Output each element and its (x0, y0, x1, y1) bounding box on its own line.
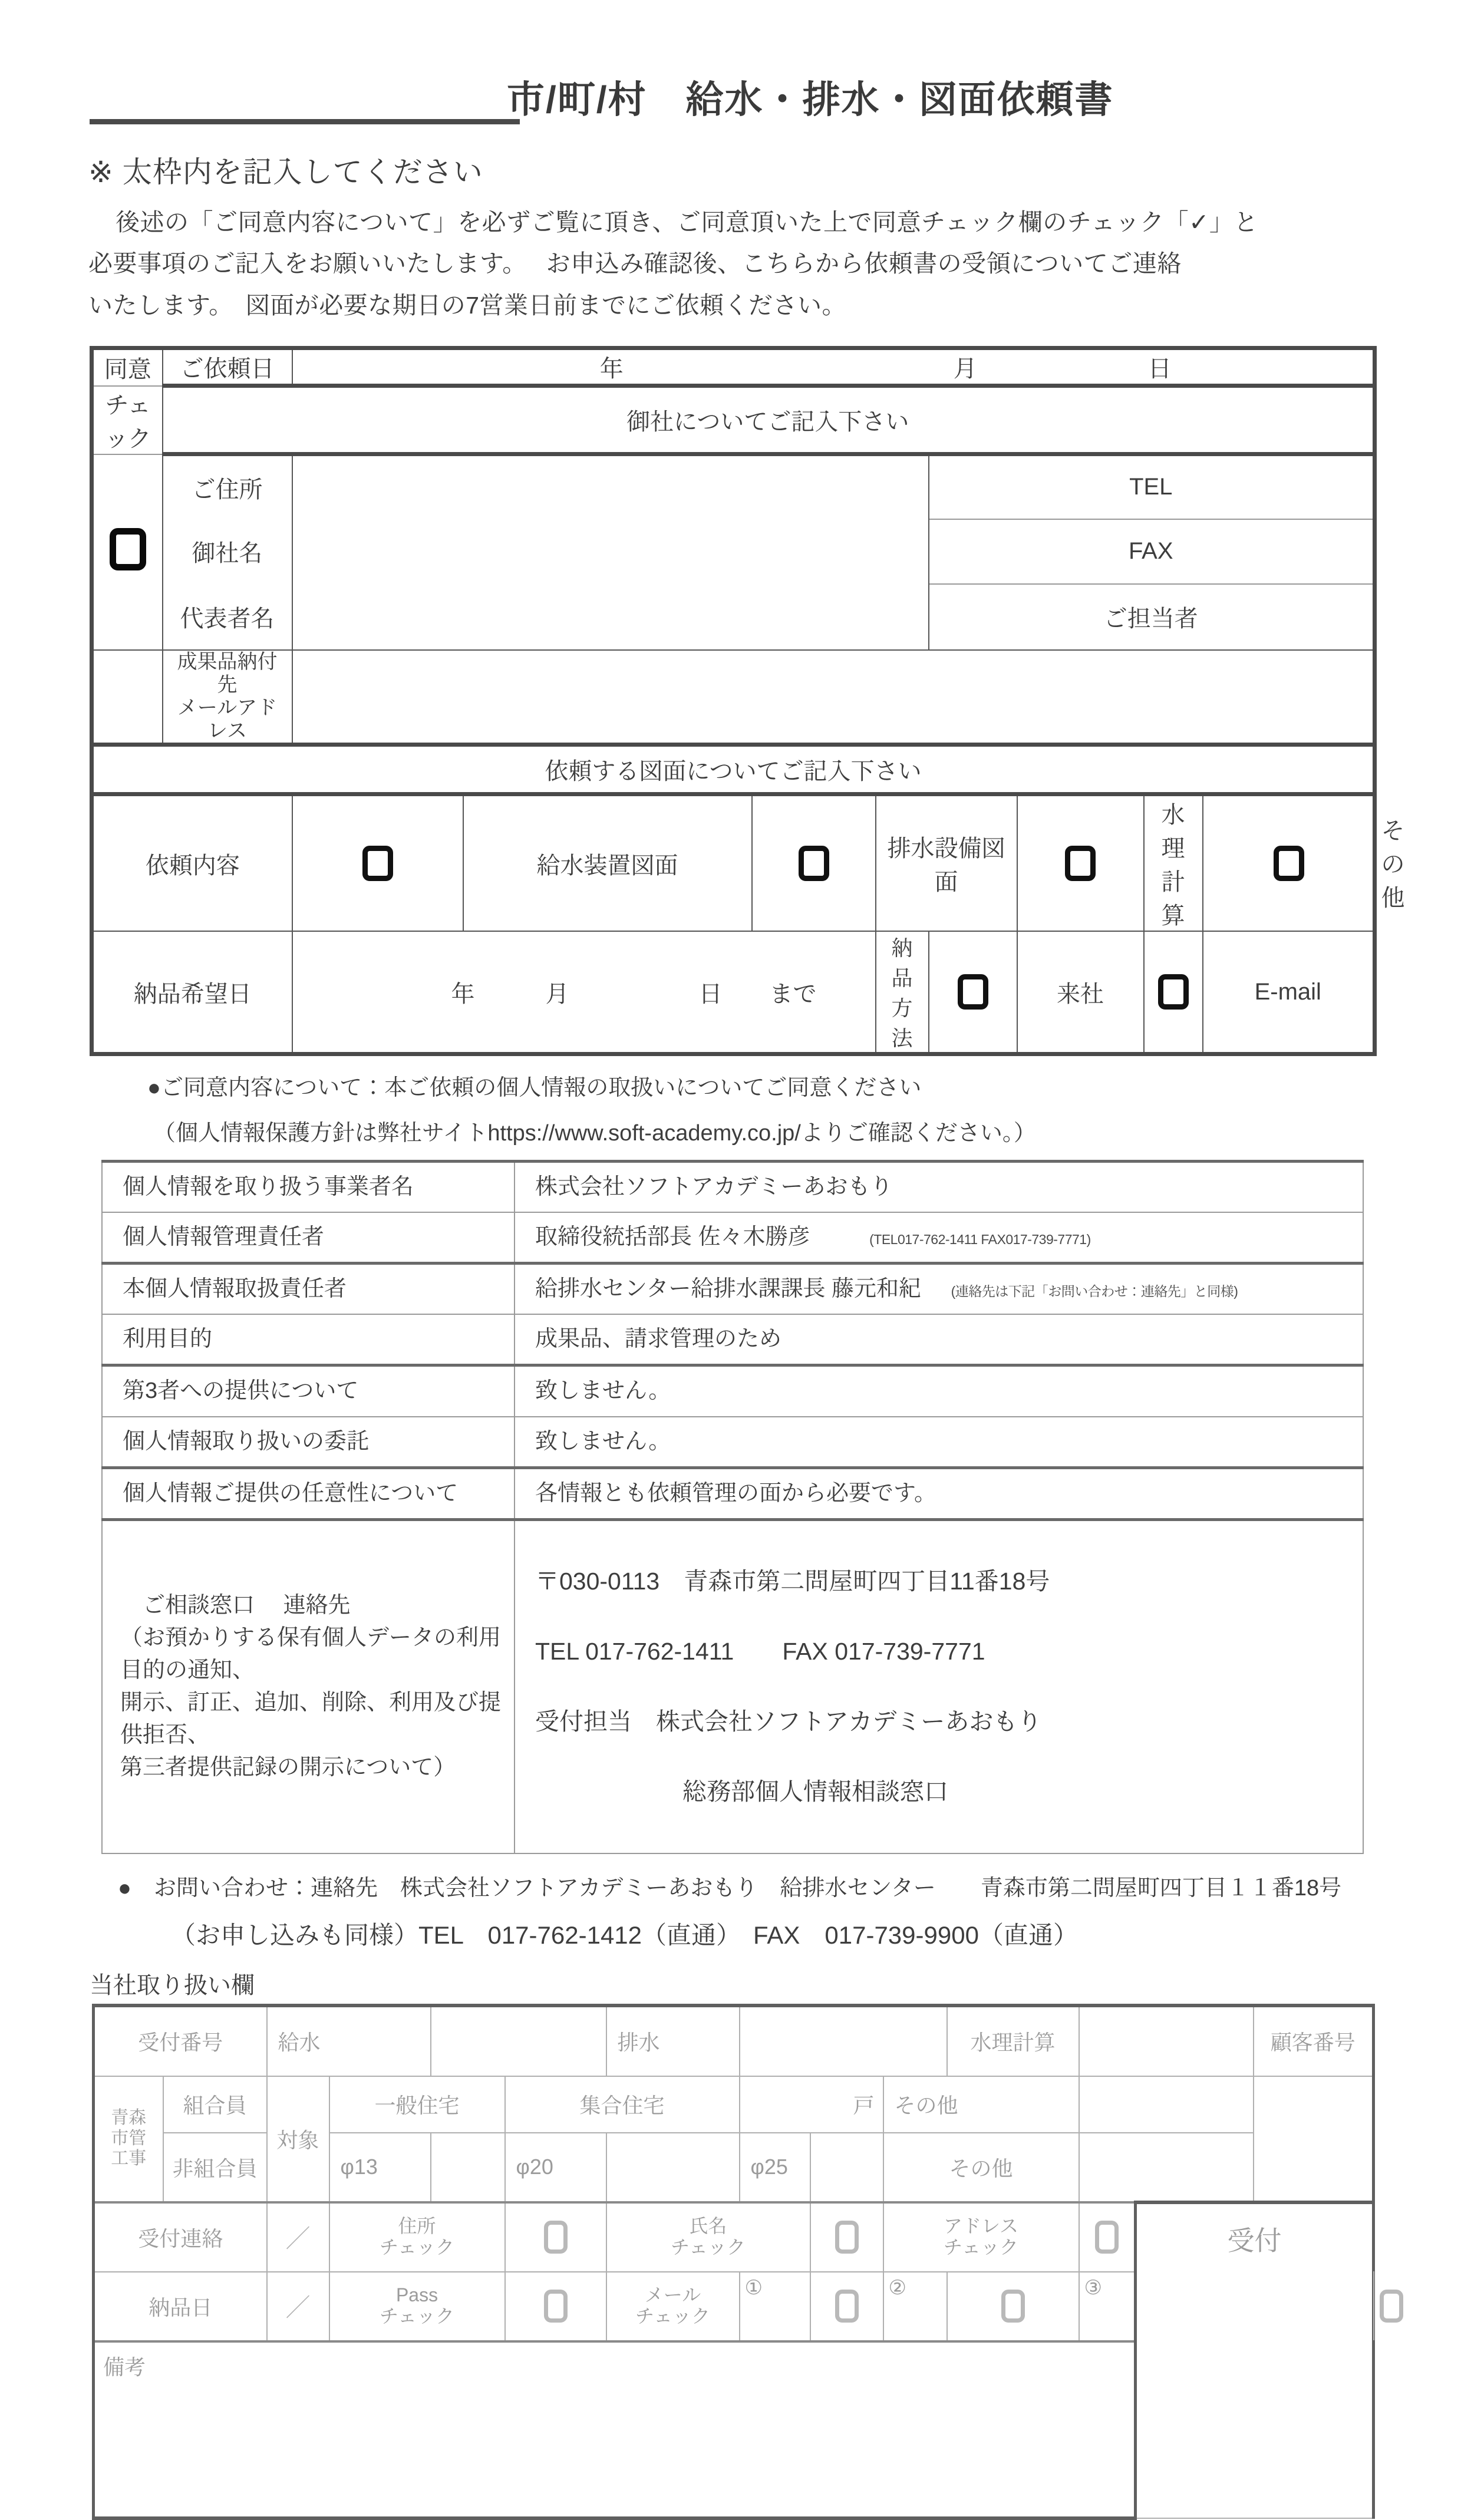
internal-header-row (94, 2006, 1374, 2076)
non-member-label[interactable]: 非組合員 (163, 2133, 267, 2202)
delivery-method-label: 納品方法 (876, 931, 929, 1054)
delivery-date-label: 納品希望日 (92, 931, 292, 1054)
diameter-20-label[interactable]: φ20 (505, 2133, 606, 2202)
address-check-label (329, 2202, 505, 2272)
address-check-line2: チェック (380, 2237, 455, 2258)
mail-check-label (606, 2272, 740, 2341)
circ-number-1: ① (744, 2276, 763, 2299)
delivery-method-2-label: E-mail (1203, 931, 1375, 1054)
fax-label[interactable]: FAX (929, 519, 1375, 584)
privacy-label-6: 個人情報ご提供の任意性について (102, 1467, 515, 1519)
house-general-label[interactable]: 一般住宅 (329, 2076, 505, 2133)
privacy-label-5: 個人情報取り扱いの委託 (102, 1417, 515, 1468)
delivery-date-input[interactable] (292, 931, 876, 1054)
row-address-tel (92, 454, 1375, 519)
house-collective-label[interactable]: 集合住宅 (505, 2076, 740, 2133)
mail-check-line1: メール (644, 2284, 701, 2306)
privacy-note-1: (TEL017-762-1411 FAX017-739-7771) (869, 1232, 1091, 1248)
consultation-window-label-line-1: （お預かりする保有個人データの利用目的の通知、 (120, 1625, 502, 1683)
table-row (102, 1417, 1363, 1468)
mail-check-1-cell[interactable] (740, 2272, 810, 2341)
privacy-value-3: 成果品、請求管理のため (515, 1314, 1363, 1365)
representative-input[interactable] (292, 584, 929, 650)
mail-check-line2: チェック (635, 2305, 711, 2327)
mailaddr-check-cell[interactable] (1079, 2202, 1136, 2272)
request-option-2-label: 排水設備図面 (876, 794, 1017, 932)
intro-line-2: 必要事項のご記入をお願いいたします。 お申込み確認後、こちらから依頼書の受領についてご連絡 (88, 250, 1182, 278)
delivery-email-input[interactable] (292, 650, 1375, 745)
page-title: 市/町/村 給水・排水・図面依頼書 (507, 78, 1114, 121)
request-date-label: ご依頼日 (163, 348, 292, 386)
aomori-line1: 青森 (111, 2108, 147, 2128)
request-option-4-checkbox-cell[interactable] (1203, 794, 1375, 932)
request-option-1-label: 給水装置図面 (463, 794, 752, 932)
internal-section-title: 当社取り扱い欄 (90, 1972, 255, 1998)
delivery-email-label (163, 650, 292, 745)
privacy-note-2: (連絡先は下記「お問い合わせ：連絡先」と同様) (951, 1284, 1238, 1299)
house-unit-label: 戸 (740, 2076, 883, 2133)
delivery-email-label-line2: メールアドレス (177, 696, 278, 742)
name-check-cell[interactable] (810, 2202, 883, 2272)
internal-use-table (92, 2004, 1374, 2520)
consultation-address: 〒030-0113 青森市第二問屋町四丁目11番18号 (535, 1568, 1050, 1595)
diameter-other-input[interactable] (1079, 2133, 1254, 2202)
circ-number-2: ② (888, 2276, 907, 2299)
request-option-2-checkbox-cell[interactable] (752, 794, 876, 932)
address-check-line1: 住所 (398, 2215, 436, 2237)
mailaddr-check-label (883, 2202, 1079, 2272)
consent-heading: ●ご同意内容について：本ご依頼の個人情報の取扱いについてご同意ください (147, 1076, 922, 1101)
privacy-value-1: 取締役統括部長 佐々木勝彦 (535, 1225, 810, 1250)
diameter-25-label[interactable]: φ25 (740, 2133, 810, 2202)
kyusui-label: 給水 (267, 2006, 431, 2076)
consultation-window-label-line-2: 開示、訂正、追加、削除、利用及び提供拒否、 (120, 1690, 502, 1748)
aomori-line2: 市管 (111, 2128, 147, 2148)
diameter-other-label[interactable]: その他 (883, 2133, 1079, 2202)
name-check-line1: 氏名 (689, 2215, 727, 2237)
consent-label-cell: 同意 (92, 348, 163, 386)
checkbox-name-check[interactable] (835, 2221, 859, 2254)
pass-check-line2: チェック (380, 2305, 455, 2327)
row-company-fax (92, 519, 1375, 584)
delivery-day-label: 日 (698, 981, 723, 1007)
mail-check-1-box[interactable] (810, 2272, 883, 2341)
request-option-3-label: 水理計算 (1144, 794, 1203, 932)
consent-spacer-cell (92, 650, 163, 745)
checkbox-visit[interactable] (958, 974, 988, 1010)
checkbox-mail-1[interactable] (835, 2290, 859, 2323)
table-row (102, 1467, 1363, 1519)
intro-line-1: 後述の「ご同意内容について」を必ずご覧に頂き、ご同意頂いた上で同意チェック欄のチェック「✓」と (116, 209, 1258, 236)
request-content-label: 依頼内容 (92, 794, 292, 932)
delivery-date-value[interactable]: ／ (267, 2272, 329, 2341)
delivery-method-1-checkbox-cell[interactable] (929, 931, 1017, 1054)
delivery-email-label-line1: 成果品納付先 (177, 650, 278, 696)
privacy-value-2-cell (515, 1264, 1363, 1315)
company-name-label: 御社名 (163, 519, 292, 584)
company-name-input[interactable] (292, 519, 929, 584)
house-other-label[interactable]: その他 (883, 2076, 1079, 2133)
title-underline-rule (90, 119, 520, 124)
address-check-cell[interactable] (505, 2202, 606, 2272)
mailaddr-check-line1: アドレス (944, 2215, 1019, 2237)
checkbox-email[interactable] (1158, 974, 1189, 1010)
diameter-13-label[interactable]: φ13 (329, 2133, 431, 2202)
row-company-section-header (92, 386, 1375, 454)
suiri-input[interactable] (1079, 2006, 1254, 2076)
day-label: 日 (1147, 356, 1172, 382)
request-date-input[interactable] (292, 348, 1375, 386)
drawing-section-header: 依頼する図面についてご記入下さい (92, 745, 1375, 794)
address-input[interactable] (292, 454, 929, 519)
table-row (102, 1162, 1363, 1213)
inquiry-phone-line: （お申し込みも同様）TEL 017-762-1412（直通） FAX 017-739-9900（直通） (171, 1921, 1078, 1949)
privacy-value-2: 給排水センター給排水課課長 藤元和紀 (535, 1277, 922, 1302)
delivery-until-label: まで (769, 981, 817, 1007)
customer-no-input[interactable] (1254, 2076, 1374, 2202)
privacy-value-4: 致しません。 (515, 1365, 1363, 1417)
customer-no-label: 顧客番号 (1254, 2006, 1374, 2076)
privacy-value-6: 各情報とも依頼管理の面から必要です。 (515, 1467, 1363, 1519)
consent-check-sublabel: チェック (92, 386, 163, 454)
privacy-label-4: 第3者への提供について (102, 1365, 515, 1417)
privacy-consent-table (101, 1160, 1364, 1854)
inquiry-contact-line: ● お問い合わせ：連絡先 株式会社ソフトアカデミーあおもり 給排水センター 青森市第二問屋町四丁目１１番18号 (118, 1875, 1342, 1901)
checkbox-pass-check[interactable] (544, 2290, 568, 2323)
consultation-department: 総務部個人情報相談窓口 (682, 1777, 948, 1805)
row-request-content: 依頼内容 給水装置図面 排水設備図面 水理計算 その他 (92, 794, 1375, 932)
remarks-cell[interactable] (94, 2341, 1136, 2518)
row-drawing-section-header (92, 745, 1375, 794)
consultation-reception: 受付担当 株式会社ソフトアカデミーあおもり (535, 1707, 1042, 1735)
checkbox-mail-2[interactable] (1001, 2290, 1025, 2323)
table-row (102, 1212, 1363, 1264)
checkbox-kyusui-drawing[interactable] (362, 846, 393, 881)
delivery-method-2-checkbox-cell[interactable] (1144, 931, 1203, 1054)
row-delivery-email (92, 650, 1375, 745)
internal-reception-contact-row (94, 2202, 1374, 2272)
checkbox-suiri-keisan[interactable] (1065, 846, 1096, 881)
circ-number-3: ③ (1084, 2276, 1103, 2299)
month-label: 月 (953, 356, 977, 382)
kyusui-input[interactable] (431, 2006, 606, 2076)
aomori-kumiai-label (94, 2076, 163, 2202)
contact-person-label[interactable]: ご担当者 (929, 584, 1375, 650)
haisui-label: 排水 (606, 2006, 740, 2076)
pass-check-label (329, 2272, 505, 2341)
target-label: 対象 (267, 2076, 329, 2202)
consultation-phone: TEL 017-762-1411 FAX 017-739-7771 (535, 1638, 985, 1665)
haisui-input[interactable] (740, 2006, 947, 2076)
checkbox-address-check[interactable] (544, 2221, 568, 2254)
pass-check-cell[interactable] (505, 2272, 606, 2341)
reception-no-label: 受付番号 (94, 2006, 267, 2076)
document-header (0, 53, 1461, 136)
table-row (102, 1264, 1363, 1315)
mail-check-3-cell[interactable] (1079, 2272, 1136, 2341)
row-request-date (92, 348, 1375, 386)
privacy-policy-note: （個人情報保護方針は弊社サイトhttps://www.soft-academy.co.jp/よりご確認ください。） (153, 1121, 1036, 1146)
consultation-window-label (102, 1519, 515, 1853)
checkbox-sonota[interactable] (1274, 846, 1304, 881)
intro-line-3: いたします。 図面が必要な期日の7営業日前までにご依頼ください。 (88, 291, 847, 319)
reception-contact-label: 受付連絡 (94, 2202, 267, 2272)
diameter-13-input[interactable] (431, 2133, 505, 2202)
privacy-value-1-cell (515, 1212, 1363, 1264)
row-representative-contact (92, 584, 1375, 650)
representative-label: 代表者名 (163, 584, 292, 650)
year-label: 年 (599, 356, 624, 382)
mail-check-2-cell[interactable] (883, 2272, 947, 2341)
uketsuke-label: 受付 (1227, 2225, 1282, 2256)
form-page (0, 53, 1461, 2379)
table-row (102, 1365, 1363, 1417)
privacy-value-5: 致しません。 (515, 1417, 1363, 1468)
consultation-window-label-line-0: ご相談窓口 連絡先 (120, 1592, 351, 1618)
member-label[interactable]: 組合員 (163, 2076, 267, 2133)
diameter-25-input[interactable] (810, 2133, 883, 2202)
uketsuke-stamp-box[interactable] (1136, 2202, 1374, 2518)
checkbox-haisui-drawing[interactable] (799, 846, 829, 881)
checkbox-mail-3[interactable] (1380, 2290, 1403, 2323)
name-check-label (606, 2202, 810, 2272)
company-section-header: 御社についてご記入下さい (163, 386, 1375, 454)
request-option-1-checkbox-cell[interactable] (292, 794, 463, 932)
name-check-line2: チェック (671, 2237, 746, 2258)
mailaddr-check-line2: チェック (944, 2237, 1019, 2258)
delivery-month-label: 月 (545, 981, 569, 1007)
delivery-year-label: 年 (451, 981, 475, 1007)
privacy-label-0: 個人情報を取り扱う事業者名 (102, 1162, 515, 1213)
privacy-label-1: 個人情報管理責任者 (102, 1212, 515, 1264)
table-row-consultation-window (102, 1519, 1363, 1853)
tel-label[interactable]: TEL (929, 454, 1375, 519)
consent-checkbox[interactable] (110, 528, 146, 570)
privacy-label-2: 本個人情報取扱責任者 (102, 1264, 515, 1315)
consultation-window-value (515, 1519, 1363, 1853)
consent-checkbox-cell[interactable] (92, 454, 163, 650)
checkbox-mailaddr-check[interactable] (1095, 2221, 1119, 2254)
privacy-value-0: 株式会社ソフトアカデミーあおもり (515, 1162, 1363, 1213)
pass-check-line1: Pass (395, 2284, 438, 2306)
remarks-label: 備考 (103, 2354, 146, 2379)
main-request-form (90, 346, 1405, 1056)
delivery-date-label-internal: 納品日 (94, 2272, 267, 2341)
delivery-method-1-label: 来社 (1017, 931, 1144, 1054)
suiri-label: 水理計算 (947, 2006, 1079, 2076)
aomori-line3: 工事 (111, 2149, 147, 2169)
internal-member-row (94, 2076, 1374, 2133)
house-other-input[interactable] (1079, 2076, 1254, 2133)
diameter-20-input[interactable] (606, 2133, 740, 2202)
request-option-3-checkbox-cell[interactable] (1017, 794, 1144, 932)
privacy-label-3: 利用目的 (102, 1314, 515, 1365)
address-label: ご住所 (163, 454, 292, 519)
bold-frame-notice: ※ 太枠内を記入してください (88, 156, 483, 189)
row-delivery-preference (92, 931, 1375, 1054)
intro-paragraph (88, 203, 1385, 325)
mail-check-2-box[interactable] (947, 2272, 1079, 2341)
consultation-window-label-line-3: 第三者提供記録の開示について） (120, 1755, 456, 1780)
table-row (102, 1314, 1363, 1365)
reception-contact-date[interactable]: ／ (267, 2202, 329, 2272)
